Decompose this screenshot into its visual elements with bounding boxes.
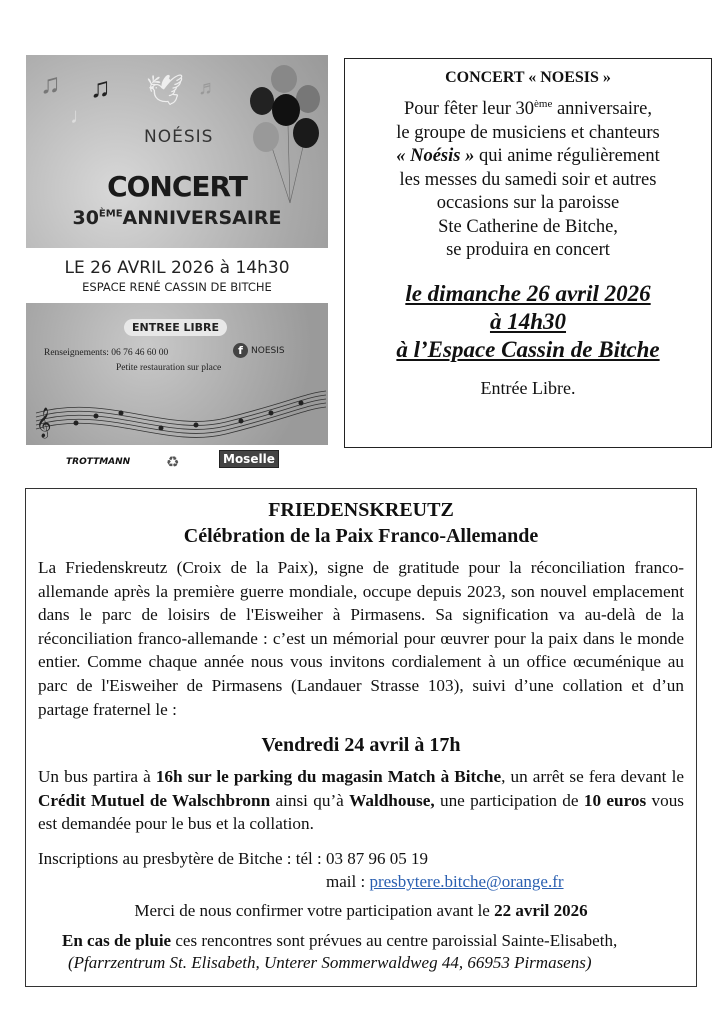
anniv-sup: ÈME (98, 208, 123, 220)
anniv-word: ANNIVERSAIRE (122, 207, 282, 229)
concert-line: les messes du samedi soir et autres (399, 169, 657, 190)
text: ainsi qu’à (270, 790, 350, 810)
friedenskreutz-title: FRIEDENSKREUTZ (268, 499, 454, 521)
svg-text:𝄞: 𝄞 (36, 408, 52, 437)
music-staff-icon (26, 383, 328, 443)
bus-info (38, 765, 684, 836)
concert-time: à 14h30 (489, 308, 567, 334)
concert-entree: Entrée Libre. (480, 377, 576, 398)
bus-stop: Waldhouse, (349, 790, 435, 810)
concert-group-name: « Noésis » (396, 146, 475, 167)
dove-icon: 🕊 (146, 74, 185, 107)
sponsor-logos (26, 450, 328, 477)
facebook-icon: f (233, 343, 248, 358)
music-note-icon: ♬ (198, 77, 218, 99)
merci-line (38, 901, 684, 921)
poster-restauration: Petite restauration sur place (116, 363, 222, 373)
concert-line: Pour fêter leur 30 (404, 99, 534, 120)
mail-label: mail : (326, 871, 370, 891)
poster-entree: ENTREE LIBRE (124, 319, 227, 336)
inscriptions: Inscriptions au presbytère de Bitche : tél : 03 87 96 05 19 (38, 848, 428, 868)
poster-renseignements: Renseignements: 06 76 46 60 00 (44, 348, 169, 358)
music-note-icon: ♫ (40, 69, 61, 100)
bus-departure: 16h sur le parking du magasin Match à Bitche (155, 767, 502, 787)
poster-facebook (233, 343, 285, 358)
concert-line: le groupe de musiciens et chanteurs (396, 122, 660, 143)
bus-stop: Crédit Mutuel de Walschbronn (38, 790, 271, 810)
friedenskreutz-subtitle: Célébration de la Paix Franco-Allemande (183, 525, 539, 547)
text: Merci de nous confirmer votre participation avant le (134, 900, 495, 920)
poster-anniversary (26, 207, 328, 229)
concert-line: Ste Catherine de Bitche, (438, 216, 618, 237)
poster-place: ESPACE RENÉ CASSIN DE BITCHE (82, 280, 272, 294)
concert-date (345, 280, 711, 364)
mail-link[interactable]: presbytere.bitche@orange.fr (369, 871, 564, 891)
concert-line: occasions sur la paroisse (436, 193, 620, 214)
concert-line: qui anime régulièrement (474, 146, 660, 167)
poster-date: LE 26 AVRIL 2026 à 14h30 (64, 258, 290, 278)
text: , un arrêt se fera devant le (501, 767, 684, 787)
pluie-address: (Pfarrzentrum St. Elisabeth, Unterer Sommerwaldweg 44, 66953 Pirmasens) (68, 952, 592, 972)
logo-moselle: Moselle (219, 450, 279, 468)
music-note-icon: ♩ (70, 103, 92, 128)
friedenskreutz-intro: La Friedenskreutz (Croix de la Paix), signe de gratitude pour la réconciliation franco-allemande après la première guerre mondiale, occupe depuis 2023, son nouvel emplacement dans le parc de loisirs de l'Eisweiher à Pirmasens. Sa signification va au-delà de la réconciliation franco-allemande : c’est un mémorial pour œuvrer pour la paix dans le monde entier. Comme chaque année nous vous invitons cordialement à un office œcuménique au parc de l'Eisweiher de Pirmasens (Landauer Strasse 103), suivi d’une collation et d’un partage fraternel le : (38, 558, 684, 719)
logo-trottmann: TROTTMANN (66, 457, 131, 467)
recycle-logo-icon: ♻ (166, 455, 180, 471)
deadline-date: 22 avril 2026 (494, 900, 588, 920)
facebook-label: NOESIS (251, 345, 285, 356)
concert-sup: ème (534, 98, 553, 110)
text: ces rencontres sont prévues au centre paroissial Sainte-Elisabeth, (171, 930, 618, 950)
concert-date-line: le dimanche 26 avril 2026 (405, 280, 651, 306)
concert-venue: à l’Espace Cassin de Bitche (396, 336, 660, 362)
poster-title: CONCERT (107, 170, 247, 203)
concert-line: anniversaire, (552, 99, 652, 120)
anniv-num: 30 (72, 207, 99, 229)
text: Un bus partira à (38, 767, 156, 787)
text: vous est demandée pour le bus et la collation. (38, 790, 684, 834)
pluie-line (38, 930, 684, 952)
concert-title: CONCERT « NOESIS » (445, 69, 611, 86)
text: une participation de (434, 790, 584, 810)
mail-line (38, 870, 684, 893)
concert-poster-image (26, 55, 328, 477)
poster-bottom-panel (26, 303, 328, 445)
music-note-icon: ♫ (90, 73, 111, 104)
pluie-label: En cas de pluie (62, 930, 172, 950)
friedenskreutz-date: Vendredi 24 avril à 17h (261, 734, 461, 757)
poster-brand: NOÉSIS (144, 127, 214, 147)
friedenskreutz-box (25, 488, 697, 987)
concert-line: se produira en concert (446, 240, 610, 261)
concert-description (345, 93, 711, 263)
concert-box (344, 58, 712, 448)
bus-price: 10 euros (583, 790, 647, 810)
poster-top-panel (26, 55, 328, 248)
